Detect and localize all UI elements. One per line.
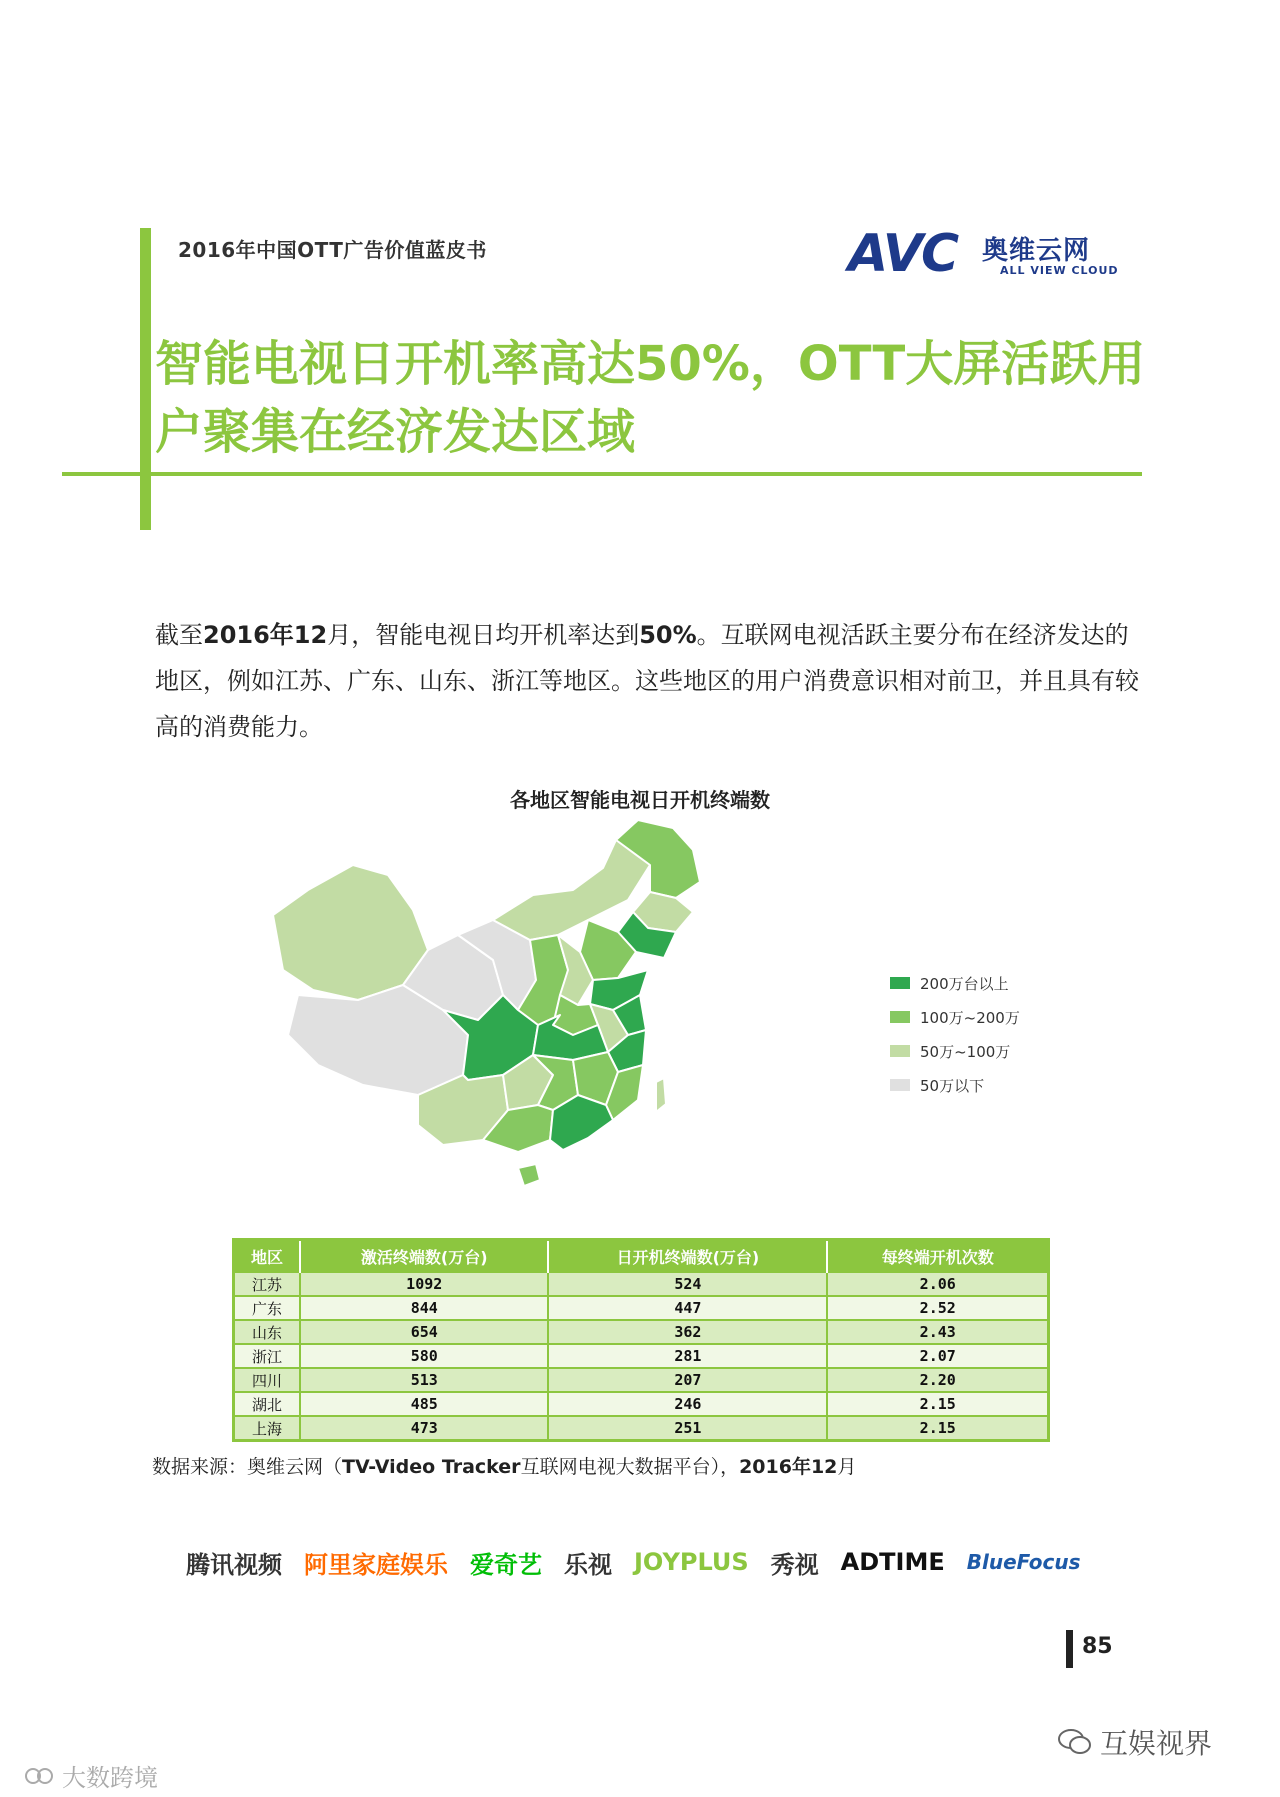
legend-swatch bbox=[890, 1079, 910, 1091]
partner-logo-alibaba: 阿里家庭娱乐 bbox=[304, 1550, 448, 1579]
logo-chinese: 奥维云网 bbox=[982, 236, 1091, 266]
intro-paragraph bbox=[155, 612, 1145, 750]
headline-line2: 户聚集在经济发达区域 bbox=[155, 404, 636, 460]
activated-cell: 654 bbox=[300, 1320, 548, 1344]
activated-cell: 513 bbox=[300, 1368, 548, 1392]
per-terminal-cell: 2.52 bbox=[827, 1296, 1048, 1320]
partner-logo-strip bbox=[186, 1540, 1086, 1584]
daily-on-cell: 362 bbox=[548, 1320, 827, 1344]
per-terminal-cell: 2.07 bbox=[827, 1344, 1048, 1368]
logo-english: ALL VIEW CLOUD bbox=[1000, 264, 1119, 277]
table-row bbox=[234, 1416, 1049, 1441]
daily-on-cell: 281 bbox=[548, 1344, 827, 1368]
daily-on-cell: 251 bbox=[548, 1416, 827, 1441]
intro-text: 月，智能电视日均开机率达到 bbox=[327, 621, 640, 649]
table-row bbox=[234, 1320, 1049, 1344]
legend-item bbox=[890, 1068, 1020, 1102]
legend-swatch bbox=[890, 1011, 910, 1023]
china-region-map bbox=[268, 820, 788, 1240]
partner-logo-tencent: 腾讯视频 bbox=[186, 1550, 282, 1579]
source-text: 月 bbox=[837, 1456, 857, 1478]
page-number: 85 bbox=[1082, 1634, 1113, 1659]
daily-on-cell: 207 bbox=[548, 1368, 827, 1392]
per-terminal-cell: 2.15 bbox=[827, 1416, 1048, 1441]
source-bold: 2016年12 bbox=[739, 1456, 838, 1478]
daily-on-cell: 246 bbox=[548, 1392, 827, 1416]
legend-label: 50万以下 bbox=[920, 1076, 985, 1095]
table-header-row bbox=[234, 1240, 1049, 1273]
accent-vertical-bar bbox=[140, 228, 151, 530]
per-terminal-cell: 2.43 bbox=[827, 1320, 1048, 1344]
table-row bbox=[234, 1392, 1049, 1416]
legend-item bbox=[890, 966, 1020, 1000]
column-header: 日开机终端数(万台) bbox=[548, 1240, 827, 1273]
page-headline bbox=[155, 330, 1165, 466]
region-cell: 四川 bbox=[234, 1368, 301, 1392]
daily-on-cell: 447 bbox=[548, 1296, 827, 1320]
legend-item bbox=[890, 1000, 1020, 1034]
partner-logo-xiushi: 秀视 bbox=[770, 1550, 819, 1579]
daily-on-cell: 524 bbox=[548, 1272, 827, 1296]
watermark-right bbox=[1058, 1722, 1212, 1762]
watermark-right-text: 互娱视界 bbox=[1100, 1727, 1213, 1760]
intro-bold: 2016年12 bbox=[203, 621, 328, 649]
watermark-left-text: 大数跨境 bbox=[62, 1764, 158, 1792]
accent-horizontal-line bbox=[62, 472, 1142, 476]
activated-cell: 473 bbox=[300, 1416, 548, 1441]
activated-cell: 844 bbox=[300, 1296, 548, 1320]
headline-line1: 智能电视日开机率高达50%，OTT大屏活跃用 bbox=[155, 336, 1146, 392]
region-cell: 广东 bbox=[234, 1296, 301, 1320]
chart-title: 各地区智能电视日开机终端数 bbox=[510, 788, 770, 812]
watermark-left bbox=[24, 1758, 158, 1793]
region-cell: 湖北 bbox=[234, 1392, 301, 1416]
source-text: 互联网电视大数据平台）， bbox=[520, 1456, 740, 1478]
legend-label: 50万~100万 bbox=[920, 1042, 1011, 1061]
region-data-table bbox=[232, 1238, 1050, 1442]
column-header: 激活终端数(万台) bbox=[300, 1240, 548, 1273]
intro-text: 。互联网电视活跃主要分布在经济发达的地区，例如江苏、广东、山东、浙江等地区。这些地区的用户消费意识相对前卫，并且具有较高的消费能力。 bbox=[155, 621, 1139, 741]
map-region bbox=[518, 1164, 540, 1186]
per-terminal-cell: 2.06 bbox=[827, 1272, 1048, 1296]
partner-logo-bluefocus: BlueFocus bbox=[966, 1550, 1081, 1574]
map-region bbox=[656, 1078, 666, 1112]
activated-cell: 1092 bbox=[300, 1272, 548, 1296]
intro-text: 截至 bbox=[155, 621, 203, 649]
wechat-icon bbox=[1058, 1728, 1092, 1756]
brand-icon bbox=[24, 1763, 54, 1789]
legend-swatch bbox=[890, 977, 910, 989]
table-row bbox=[234, 1272, 1049, 1296]
legend-item bbox=[890, 1034, 1020, 1068]
table-row bbox=[234, 1296, 1049, 1320]
legend-label: 100万~200万 bbox=[920, 1008, 1020, 1027]
source-bold: TV-Video Tracker bbox=[342, 1456, 521, 1478]
region-cell: 山东 bbox=[234, 1320, 301, 1344]
intro-bold: 50% bbox=[639, 621, 697, 649]
region-cell: 江苏 bbox=[234, 1272, 301, 1296]
table-row bbox=[234, 1368, 1049, 1392]
source-text: 数据来源：奥维云网（ bbox=[152, 1456, 343, 1478]
partner-logo-letv: 乐视 bbox=[564, 1550, 612, 1579]
map-legend bbox=[890, 966, 1020, 1102]
partner-logo-joyplus: JOYPLUS bbox=[634, 1548, 749, 1576]
page-number-bar bbox=[1066, 1630, 1073, 1668]
legend-label: 200万台以上 bbox=[920, 974, 1009, 993]
map-region bbox=[273, 865, 428, 1000]
per-terminal-cell: 2.15 bbox=[827, 1392, 1048, 1416]
per-terminal-cell: 2.20 bbox=[827, 1368, 1048, 1392]
column-header: 地区 bbox=[234, 1240, 301, 1273]
partner-logo-adtime: ADTIME bbox=[840, 1548, 945, 1576]
region-cell: 浙江 bbox=[234, 1344, 301, 1368]
data-source-note bbox=[152, 1452, 856, 1479]
partner-logo-iqiyi: 爱奇艺 bbox=[470, 1550, 542, 1579]
column-header: 每终端开机次数 bbox=[827, 1240, 1048, 1273]
region-cell: 上海 bbox=[234, 1416, 301, 1441]
legend-swatch bbox=[890, 1045, 910, 1057]
report-title: 2016年中国OTT广告价值蓝皮书 bbox=[178, 238, 487, 262]
logo-mark: AVC bbox=[848, 224, 958, 284]
activated-cell: 580 bbox=[300, 1344, 548, 1368]
table-row bbox=[234, 1344, 1049, 1368]
activated-cell: 485 bbox=[300, 1392, 548, 1416]
avc-logo bbox=[848, 226, 1148, 282]
